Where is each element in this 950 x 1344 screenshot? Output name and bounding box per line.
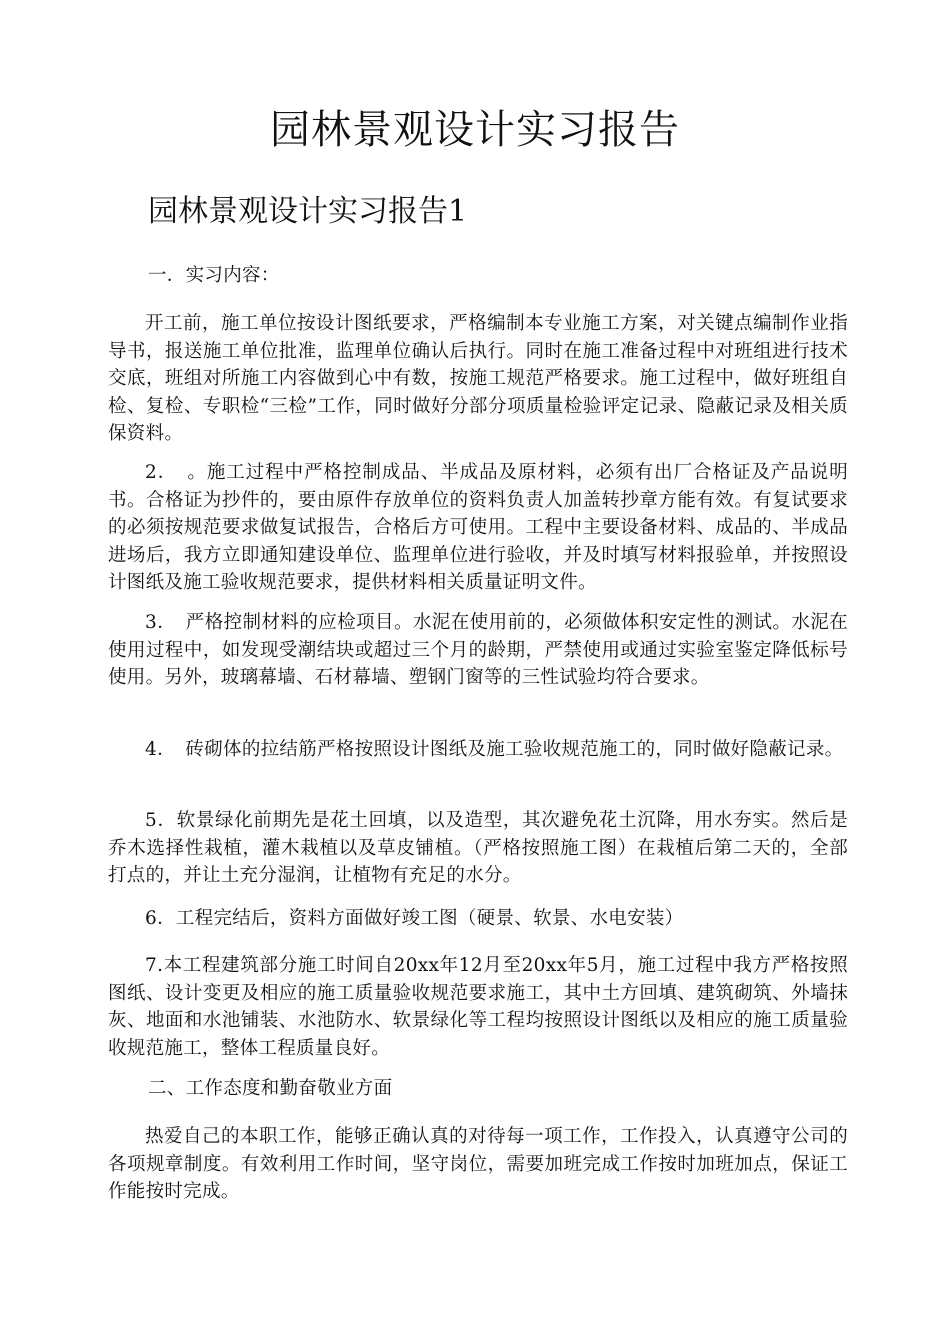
paragraph-4: 4． 砖砌体的拉结筋严格按照设计图纸及施工验收规范施工的，同时做好隐蔽记录。 — [145, 739, 844, 760]
paragraph-2: 2． 。施工过程中严格控制成品、半成品及原材料，必须有出厂合格证及产品说明书。合格证为抄件的，要由原件存放单位的资料负责人加盖转抄章方能有效。有复试要求的必须按规范要求做复试报告，合格后方可使用。工程中主要设备材料、成品的、半成品进场后，我方立即通知建设单位、监理单位进行验收，并及时填写材料报验单，并按照设计图纸及施工验收规范要求，提供材料相关质量证明文件。 — [108, 462, 848, 593]
paragraph-8: 热爱自己的本职工作，能够正确认真的对待每一项工作，工作投入，认真遵守公司的各项规章制度。有效利用工作时间，坚守岗位，需要加班完成工作按时加班加点，保证工作能按时完成。 — [108, 1126, 848, 1202]
heading-internship-content: 一．实习内容： — [148, 265, 280, 286]
heading-work-attitude: 二、工作态度和勤奋敬业方面 — [148, 1078, 393, 1099]
paragraph-7: 7.本工程建筑部分施工时间自20xx年12月至20xx年5月，施工过程中我方严格按照图纸、设计变更及相应的施工质量验收规范要求施工，其中土方回填、建筑砌筑、外墙抹灰、地面和水池铺装、水池防水、软景绿化等工程均按照设计图纸以及相应的施工质量验收规范施工，整体工程质量良好。 — [108, 955, 848, 1059]
paragraph-5: 5．软景绿化前期先是花土回填，以及造型，其次避免花土沉降，用水夯实。然后是乔木选择性栽植，灌木栽植以及草皮铺植。（严格按照施工图）在栽植后第二天的，全部打点的，并让土充分湿润，让植物有充足的水分。 — [108, 810, 848, 886]
paragraph-1: 开工前，施工单位按设计图纸要求，严格编制本专业施工方案，对关键点编制作业指导书，报送施工单位批准，监理单位确认后执行。同时在施工准备过程中对班组进行技术交底，班组对所施工内容做到心中有数，按施工规范严格要求。施工过程中，做好班组自检、复检、专职检“三检”工作，同时做好分部分项质量检验评定记录、隐蔽记录及相关质保资料。 — [108, 313, 848, 444]
section-title: 园林景观设计实习报告1 — [148, 194, 468, 229]
paragraph-6: 6．工程完结后，资料方面做好竣工图（硬景、软景、水电安装） — [145, 908, 684, 929]
document-title: 园林景观设计实习报告 — [270, 107, 680, 153]
paragraph-3: 3． 严格控制材料的应检项目。水泥在使用前的，必须做体积安定性的测试。水泥在使用过程中，如发现受潮结块或超过三个月的龄期，严禁使用或通过实验室鉴定降低标号使用。另外，玻璃幕墙、石材幕墙、塑钢门窗等的三性试验均符合要求。 — [108, 612, 848, 688]
